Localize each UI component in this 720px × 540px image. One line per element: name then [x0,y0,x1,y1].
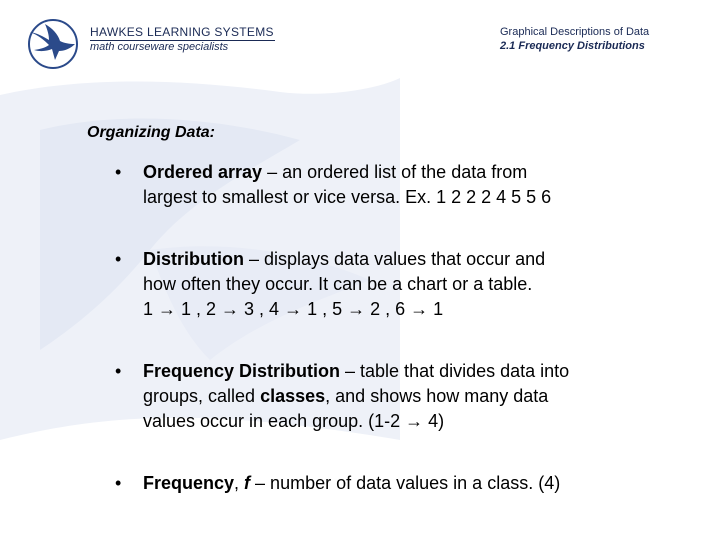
separator: , [234,473,245,493]
definition-text: – an ordered list of the data from [262,162,528,182]
term-frequency: Frequency [143,473,235,493]
bullet-distribution [115,247,655,322]
chapter-title: Graphical Descriptions of Data [500,26,650,38]
bullet-line [143,160,655,185]
bullet-dot: • [115,361,122,381]
bullet-line: 1 → 1 , 2 → 3 , 4 → 1 , 5 → 2 , 6 → 1 [143,299,444,319]
bullet-ordered-array [115,160,655,210]
brand-tagline: math courseware specialists [90,41,229,53]
definition-text: – number of data values in a class. (4) [250,473,561,493]
term-classes: classes [260,386,326,406]
bullet-dot: • [115,473,122,493]
definition-text: – displays data values that occur and [244,249,546,269]
definition-text: – table that divides data into [340,361,570,381]
bullet-line [143,471,655,496]
bullet-frequency-distribution [115,359,655,434]
term-ordered-array: Ordered array [143,162,263,182]
definition-text: groups, called [143,386,261,406]
eagle-logo-icon [24,18,82,70]
bullet-dot: • [115,249,122,269]
term-frequency-distribution: Frequency Distribution [143,361,341,381]
bullet-line: how often they occur. It can be a chart or a table. [143,274,533,294]
bullet-line: values occur in each group. (1-2 → 4) [143,411,445,431]
bullet-line [143,359,655,384]
definition-text: , and shows how many data [325,386,549,406]
frequency-variable: f [244,473,251,493]
section-title: 2.1 Frequency Distributions [500,40,645,52]
bullet-list [115,160,655,496]
bullet-line [143,384,655,409]
bullet-line [143,247,655,272]
header-brand-block [90,25,275,54]
bullet-dot: • [115,162,122,182]
brand-name: HAWKES LEARNING SYSTEMS [90,25,274,39]
term-distribution: Distribution [143,249,244,269]
header-topic-block [500,25,649,53]
bullet-frequency [115,471,655,496]
slide-heading: Organizing Data: [87,124,216,141]
bullet-line: largest to smallest or vice versa. Ex. 1 2 2 2 4 5 5 6 [143,187,552,207]
